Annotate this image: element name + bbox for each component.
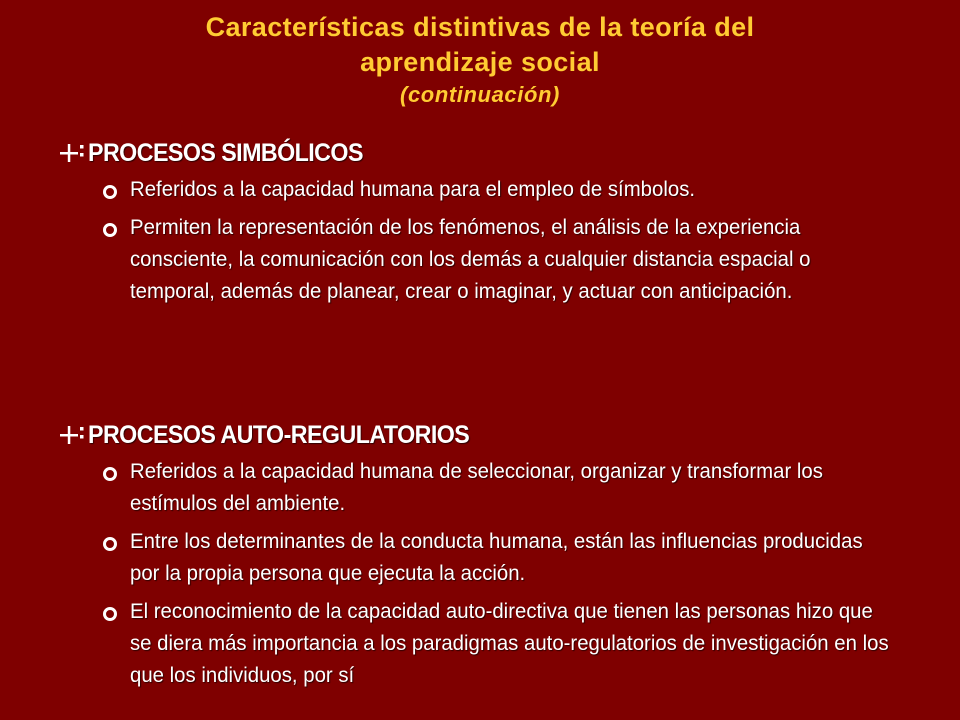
section-heading-row — [58, 418, 920, 452]
ring-bullet-icon — [102, 184, 118, 200]
bullet-text: Permiten la representación de los fenómenos, el análisis de la experiencia consciente, la comunicación con los demás a cualquier distancia espacial o temporal, además de planear, crear o imaginar, y actuar con anticipación. — [130, 216, 811, 303]
bullet-text: El reconocimiento de la capacidad auto-directiva que tienen las personas hizo que se diera más importancia a los paradigmas auto-regulatorios de investigación en los que los individuos, por sí — [130, 600, 889, 687]
list-item — [58, 526, 920, 590]
section-heading: PROCESOS SIMBÓLICOS — [88, 138, 363, 167]
title-line-2: aprendizaje social — [360, 47, 600, 77]
list-item — [58, 212, 920, 308]
section-heading-row — [58, 136, 920, 170]
plus-marker-icon — [58, 140, 88, 166]
list-item — [58, 456, 920, 520]
ring-bullet-icon — [102, 606, 118, 622]
bullet-text: Entre los determinantes de la conducta humana, están las influencias producidas por la propia persona que ejecuta la acción. — [130, 530, 863, 585]
ring-bullet-icon — [102, 466, 118, 482]
plus-marker-icon — [58, 422, 88, 448]
section-procesos-auto-regulatorios — [58, 418, 920, 698]
list-item — [58, 596, 920, 692]
bullet-text: Referidos a la capacidad humana de seleccionar, organizar y transformar los estímulos del ambiente. — [130, 460, 823, 515]
section-heading: PROCESOS AUTO-REGULATORIOS — [88, 420, 470, 449]
bullet-text: Referidos a la capacidad humana para el empleo de símbolos. — [130, 178, 696, 201]
ring-bullet-icon — [102, 536, 118, 552]
slide-title — [0, 10, 960, 110]
title-line-1: Características distintivas de la teoría del — [205, 12, 755, 42]
ring-bullet-icon — [102, 222, 118, 238]
bullet-list — [58, 456, 920, 692]
section-procesos-simbolicos — [58, 136, 920, 314]
title-subtitle: (continuación) — [400, 82, 560, 107]
list-item — [58, 174, 920, 206]
bullet-list — [58, 174, 920, 308]
